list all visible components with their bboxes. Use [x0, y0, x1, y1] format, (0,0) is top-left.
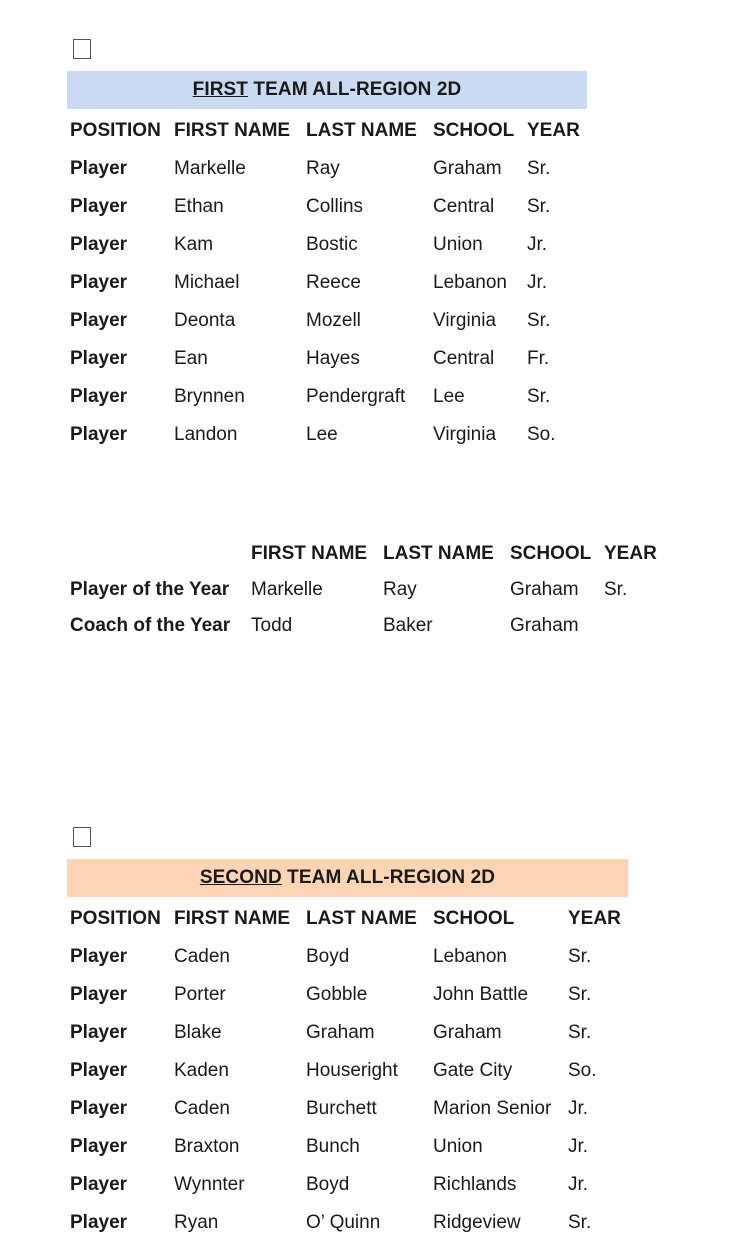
cell-first-name: Brynnen: [174, 386, 245, 407]
cell-first-name: Markelle: [174, 158, 246, 179]
table-row: [70, 976, 638, 1014]
cell-last-name: Ray: [306, 158, 340, 179]
cell-school: Graham: [433, 158, 502, 179]
cell-first-name: Deonta: [174, 310, 236, 331]
cell-award: Coach of the Year: [70, 615, 231, 636]
cell-school: Lee: [433, 386, 465, 407]
header-school: SCHOOL: [433, 908, 515, 929]
cell-year: So.: [568, 1060, 597, 1081]
cell-first-name: Wynnter: [174, 1174, 245, 1195]
cell-position: Player: [70, 234, 128, 255]
cell-school: Lebanon: [433, 272, 507, 293]
header-school: SCHOOL: [433, 120, 515, 141]
section-checkbox-second[interactable]: [73, 827, 91, 847]
header-last-name: LAST NAME: [306, 120, 417, 141]
table-row: [70, 416, 597, 454]
cell-last-name: Houseright: [306, 1060, 398, 1081]
table-header-row: [70, 900, 638, 938]
cell-first-name: Kaden: [174, 1060, 229, 1081]
cell-position: Player: [70, 272, 128, 293]
cell-year: Sr.: [568, 984, 592, 1005]
table-row: [70, 1128, 638, 1166]
cell-first-name: Porter: [174, 984, 226, 1005]
cell-year: Sr.: [527, 196, 551, 217]
header-first-name: FIRST NAME: [251, 543, 368, 564]
cell-position: Player: [70, 196, 128, 217]
header-year: YEAR: [568, 908, 621, 929]
cell-last-name: Lee: [306, 424, 338, 445]
header-year: YEAR: [604, 543, 657, 564]
cell-first-name: Todd: [251, 615, 293, 636]
cell-year: [604, 608, 674, 644]
table-row: [70, 1052, 638, 1090]
cell-year: Sr.: [527, 386, 551, 407]
header-position: POSITION: [70, 908, 161, 929]
first-team-title-underlined: FIRST: [192, 79, 249, 100]
first-team-title-rest: TEAM ALL-REGION 2D: [248, 79, 462, 100]
header-position: POSITION: [70, 120, 161, 141]
cell-position: Player: [70, 348, 128, 369]
second-team-title-rest: TEAM ALL-REGION 2D: [281, 867, 496, 888]
first-team-title: [67, 71, 587, 109]
cell-last-name: Graham: [306, 1022, 375, 1043]
table-row: [70, 378, 597, 416]
cell-school: Ridgeview: [433, 1212, 521, 1233]
cell-position: Player: [70, 424, 128, 445]
second-team-table: [70, 900, 638, 1242]
cell-position: Player: [70, 1022, 128, 1043]
cell-last-name: Collins: [306, 196, 364, 217]
cell-school: Union: [433, 234, 483, 255]
cell-year: Jr.: [527, 272, 548, 293]
table-row: [70, 1014, 638, 1052]
table-row: [70, 188, 597, 226]
cell-first-name: Kam: [174, 234, 214, 255]
cell-last-name: Boyd: [306, 946, 350, 967]
cell-year: So.: [527, 424, 556, 445]
cell-position: Player: [70, 984, 128, 1005]
table-row: [70, 938, 638, 976]
cell-last-name: Bunch: [306, 1136, 360, 1157]
table-header-row: [70, 112, 597, 150]
header-first-name: FIRST NAME: [174, 120, 291, 141]
table-header-row: [70, 536, 674, 572]
table-row: [70, 608, 674, 644]
cell-year: Jr.: [568, 1136, 589, 1157]
second-team-title: [67, 859, 628, 897]
cell-school: Virginia: [433, 424, 497, 445]
header-last-name: LAST NAME: [383, 543, 494, 564]
cell-year: Fr.: [527, 348, 550, 369]
table-row: [70, 1166, 638, 1204]
cell-last-name: Ray: [383, 579, 417, 600]
cell-last-name: Reece: [306, 272, 361, 293]
table-row: [70, 572, 674, 608]
cell-last-name: Gobble: [306, 984, 368, 1005]
cell-first-name: Ethan: [174, 196, 224, 217]
cell-year: Sr.: [604, 579, 628, 600]
cell-school: John Battle: [433, 984, 529, 1005]
cell-school: Marion Senior: [433, 1098, 552, 1119]
section-checkbox-first[interactable]: [73, 39, 91, 59]
table-row: [70, 226, 597, 264]
cell-first-name: Blake: [174, 1022, 222, 1043]
header-award: [70, 536, 251, 572]
cell-school: Graham: [510, 579, 579, 600]
header-first-name: FIRST NAME: [174, 908, 291, 929]
cell-school: Graham: [510, 615, 579, 636]
cell-school: Virginia: [433, 310, 497, 331]
table-row: [70, 302, 597, 340]
cell-position: Player: [70, 158, 128, 179]
cell-first-name: Braxton: [174, 1136, 240, 1157]
cell-year: Jr.: [568, 1098, 589, 1119]
cell-position: Player: [70, 1136, 128, 1157]
cell-first-name: Ryan: [174, 1212, 219, 1233]
cell-year: Jr.: [568, 1174, 589, 1195]
cell-position: Player: [70, 1174, 128, 1195]
cell-school: Union: [433, 1136, 483, 1157]
cell-school: Lebanon: [433, 946, 507, 967]
cell-first-name: Caden: [174, 946, 230, 967]
cell-first-name: Caden: [174, 1098, 230, 1119]
cell-school: Gate City: [433, 1060, 513, 1081]
header-school: SCHOOL: [510, 543, 592, 564]
cell-position: Player: [70, 1098, 128, 1119]
cell-last-name: Baker: [383, 615, 433, 636]
cell-school: Richlands: [433, 1174, 517, 1195]
cell-year: Sr.: [568, 1212, 592, 1233]
cell-year: Sr.: [527, 310, 551, 331]
second-team-title-underlined: SECOND: [199, 867, 282, 888]
cell-last-name: Boyd: [306, 1174, 350, 1195]
cell-year: Sr.: [568, 1022, 592, 1043]
cell-last-name: Pendergraft: [306, 386, 406, 407]
table-row: [70, 1204, 638, 1242]
header-last-name: LAST NAME: [306, 908, 417, 929]
cell-year: Jr.: [527, 234, 548, 255]
cell-school: Central: [433, 196, 495, 217]
cell-last-name: O’ Quinn: [306, 1212, 381, 1233]
cell-last-name: Hayes: [306, 348, 360, 369]
table-row: [70, 264, 597, 302]
cell-position: Player: [70, 1060, 128, 1081]
cell-first-name: Landon: [174, 424, 238, 445]
cell-year: Sr.: [527, 158, 551, 179]
table-row: [70, 150, 597, 188]
cell-position: Player: [70, 1212, 128, 1233]
cell-position: Player: [70, 310, 128, 331]
cell-position: Player: [70, 946, 128, 967]
header-year: YEAR: [527, 120, 580, 141]
cell-first-name: Markelle: [251, 579, 323, 600]
table-row: [70, 340, 597, 378]
first-team-table: [70, 112, 597, 454]
cell-position: Player: [70, 386, 128, 407]
cell-last-name: Bostic: [306, 234, 358, 255]
cell-first-name: Ean: [174, 348, 208, 369]
cell-year: Sr.: [568, 946, 592, 967]
table-row: [70, 1090, 638, 1128]
cell-last-name: Mozell: [306, 310, 361, 331]
cell-school: Central: [433, 348, 495, 369]
awards-table: [70, 536, 674, 644]
cell-last-name: Burchett: [306, 1098, 377, 1119]
cell-award: Player of the Year: [70, 579, 230, 600]
cell-school: Graham: [433, 1022, 502, 1043]
cell-first-name: Michael: [174, 272, 240, 293]
